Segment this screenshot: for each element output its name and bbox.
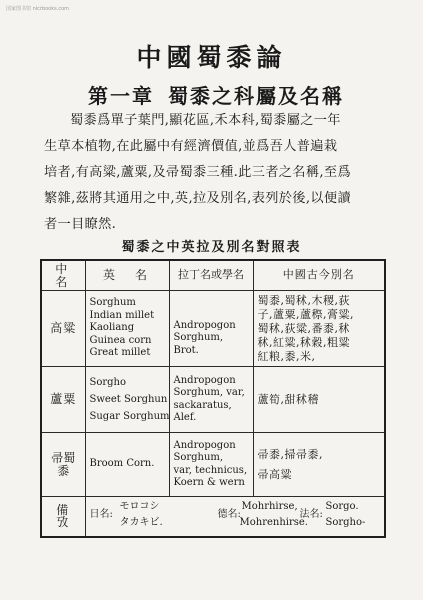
row-chinese-name: 蘆粟 — [41, 367, 85, 433]
note-label: 備 攷 — [41, 497, 85, 537]
chapter-number: 第一章 — [88, 84, 154, 108]
alias-line: 紅粮,黍,米, — [257, 349, 316, 363]
latin-name-line: Andropogon — [173, 319, 236, 331]
alias-line: 帚黍,掃帚黍, — [257, 447, 323, 461]
table-title: 蜀黍之中英拉及別名對照表 — [121, 240, 302, 255]
table-header-row — [41, 260, 385, 291]
table-note-row — [41, 497, 385, 537]
english-name: Broom Corn. — [89, 458, 155, 470]
book-title: 中國蜀黍論 — [136, 43, 287, 72]
intro-paragraph — [44, 108, 396, 238]
row-english-names — [85, 433, 169, 497]
row-latin-name — [169, 433, 253, 497]
latin-name-line: Sorghum, var, — [173, 387, 245, 398]
alias-line: 蜀秫,荻粱,番黍,秫 — [257, 321, 350, 335]
alias-line: 子,蘆粟,蘆穄,膏粱, — [257, 307, 354, 321]
row-aliases — [253, 291, 385, 367]
japanese-name-label: 日名: — [89, 509, 113, 521]
latin-name-line: Andropogon — [173, 439, 236, 451]
english-name: Sorghum — [89, 297, 136, 309]
table-row — [41, 367, 385, 433]
alias-line: 蜀黍,蜀秫,木稷,荻 — [257, 293, 350, 307]
latin-name-line: sackaratus, — [173, 399, 232, 411]
header-chinese-name: 中 名 — [41, 260, 85, 291]
row-aliases — [253, 367, 385, 433]
latin-name-line: Sorghum, — [173, 332, 224, 344]
paragraph-line: 生草本植物,在此屬中有經濟價值,並爲吾人普遍栽 — [44, 139, 338, 154]
english-name: Sweet Sorghun — [89, 394, 168, 405]
latin-name-line: Alef. — [173, 412, 197, 423]
paragraph-line: 繁雜,茲將其通用之中,英,拉及別名,表列於後,以便讀 — [44, 191, 351, 206]
german-name: Mohrhirse, — [241, 501, 298, 513]
latin-name-line: Koern & wern — [173, 477, 245, 488]
japanese-name: タカキビ. — [119, 517, 163, 529]
header-english-name: 英 名 — [85, 260, 169, 291]
german-name: Mohrenhirse. — [239, 517, 308, 529]
latin-name-line: Andropogon — [173, 374, 236, 386]
french-name-label: 法名: — [299, 509, 323, 521]
french-name: Sorgo. — [325, 501, 359, 513]
japanese-name: モロコシ — [119, 501, 160, 513]
alias-line: 秫,紅粱,秫穀,粗粱 — [257, 335, 350, 349]
english-name: Indian millet — [89, 309, 155, 321]
chapter-heading — [88, 80, 344, 109]
paragraph-line: 培者,有高粱,蘆粟,及帚蜀黍三種.此三者之名稱,至爲 — [44, 165, 351, 180]
latin-name-line: Sorghum, — [173, 452, 224, 463]
row-english-names — [85, 291, 169, 367]
table-row — [41, 433, 385, 497]
alias-line: 蘆筍,甜秫稽 — [257, 392, 319, 406]
paragraph-line: 者一目瞭然. — [44, 217, 117, 232]
row-latin-name — [169, 367, 253, 433]
english-name: Sugar Sorghum — [89, 411, 170, 422]
alias-line: 帚高粱 — [257, 467, 292, 481]
english-name: Sorgho — [89, 377, 127, 388]
latin-name-line: Brot. — [173, 344, 199, 356]
chapter-title: 蜀黍之科屬及名稱 — [168, 84, 344, 108]
english-name: Great millet — [89, 347, 151, 359]
note-content — [85, 497, 385, 537]
french-name: Sorgho- — [325, 517, 366, 529]
latin-name-line: var, technicus, — [173, 464, 248, 476]
row-latin-name — [169, 291, 253, 367]
english-name: Kaoliang — [89, 322, 135, 334]
german-name-label: 德名: — [217, 509, 241, 521]
row-chinese-name: 帚蜀黍 — [41, 433, 85, 497]
row-chinese-name: 高粱 — [41, 291, 85, 367]
paragraph-line: 蜀黍爲單子葉門,顯花區,禾本科,蜀黍屬之一年 — [70, 113, 341, 128]
watermark: 国家图书馆 nlcrbooks.com — [6, 6, 70, 12]
header-latin-name: 拉丁名或學名 — [169, 260, 253, 291]
row-aliases — [253, 433, 385, 497]
header-aliases: 中國古今別名 — [253, 260, 385, 291]
english-name: Guinea corn — [89, 334, 152, 346]
table-row — [41, 291, 385, 367]
row-english-names — [85, 367, 169, 433]
name-comparison-table — [40, 259, 386, 538]
